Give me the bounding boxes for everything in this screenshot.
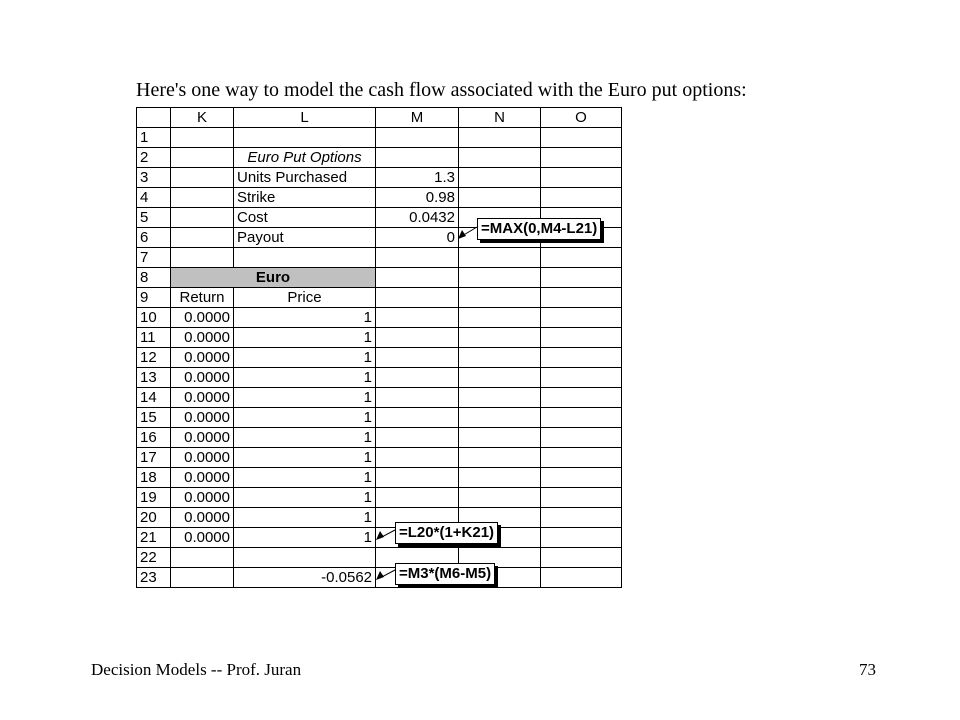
row-header[interactable]: 9: [137, 288, 171, 308]
cell-l[interactable]: Units Purchased: [234, 168, 376, 188]
cell-l[interactable]: 1: [234, 388, 376, 408]
cell-m[interactable]: 0.98: [376, 188, 459, 208]
cell-k[interactable]: 0.0000: [171, 448, 234, 468]
column-header-l[interactable]: L: [234, 108, 376, 128]
cell-l[interactable]: 1: [234, 328, 376, 348]
cell-l[interactable]: 1: [234, 308, 376, 328]
row-header[interactable]: 10: [137, 308, 171, 328]
row-header[interactable]: 13: [137, 368, 171, 388]
row-header[interactable]: 8: [137, 268, 171, 288]
cell-m[interactable]: 0: [376, 228, 459, 248]
page-number: 73: [859, 660, 876, 679]
row-header[interactable]: 12: [137, 348, 171, 368]
row-header[interactable]: 7: [137, 248, 171, 268]
cell-l[interactable]: -0.0562: [234, 568, 376, 588]
cell-k[interactable]: 0.0000: [171, 468, 234, 488]
column-header-n[interactable]: N: [459, 108, 541, 128]
cell-l[interactable]: 1: [234, 468, 376, 488]
price-arrow-head: [376, 531, 384, 540]
cell-m[interactable]: 0.0432: [376, 208, 459, 228]
cell-l[interactable]: 1: [234, 408, 376, 428]
cell-k[interactable]: 0.0000: [171, 488, 234, 508]
cell-k[interactable]: 0.0000: [171, 528, 234, 548]
cell-l[interactable]: 1: [234, 508, 376, 528]
row-header[interactable]: 2: [137, 148, 171, 168]
column-header-o[interactable]: O: [541, 108, 622, 128]
cell-l[interactable]: Strike: [234, 188, 376, 208]
cashflow-formula-callout[interactable]: =M3*(M6-M5): [395, 563, 495, 585]
cell-k[interactable]: 0.0000: [171, 428, 234, 448]
euro-header-cell[interactable]: Euro: [171, 268, 376, 288]
column-header-k[interactable]: K: [171, 108, 234, 128]
cell-k[interactable]: Return: [171, 288, 234, 308]
row-header[interactable]: 6: [137, 228, 171, 248]
cell-k[interactable]: 0.0000: [171, 408, 234, 428]
cell-l[interactable]: Cost: [234, 208, 376, 228]
cell-l[interactable]: 1: [234, 368, 376, 388]
row-header[interactable]: 1: [137, 128, 171, 148]
cell-l[interactable]: Price: [234, 288, 376, 308]
row-header[interactable]: 22: [137, 548, 171, 568]
cell-l[interactable]: 1: [234, 528, 376, 548]
row-header[interactable]: 23: [137, 568, 171, 588]
cell-l[interactable]: 1: [234, 488, 376, 508]
slide-heading: Here's one way to model the cash flow associated with the Euro put options:: [136, 79, 747, 101]
cell-l[interactable]: 1: [234, 428, 376, 448]
row-header[interactable]: 5: [137, 208, 171, 228]
cell-l[interactable]: Payout: [234, 228, 376, 248]
payout-arrow-head: [458, 230, 466, 239]
price-formula-callout[interactable]: =L20*(1+K21): [395, 522, 498, 544]
cell-l[interactable]: 1: [234, 448, 376, 468]
cashflow-arrow-head: [376, 571, 384, 580]
row-header[interactable]: 19: [137, 488, 171, 508]
cell-l[interactable]: Euro Put Options: [234, 148, 376, 168]
cell-l[interactable]: 1: [234, 348, 376, 368]
row-header[interactable]: 15: [137, 408, 171, 428]
row-header[interactable]: 11: [137, 328, 171, 348]
row-header[interactable]: 17: [137, 448, 171, 468]
cell-k[interactable]: 0.0000: [171, 328, 234, 348]
row-header[interactable]: 3: [137, 168, 171, 188]
cell-k[interactable]: 0.0000: [171, 508, 234, 528]
column-header-m[interactable]: M: [376, 108, 459, 128]
cell-k[interactable]: 0.0000: [171, 348, 234, 368]
row-header[interactable]: 4: [137, 188, 171, 208]
row-header[interactable]: 20: [137, 508, 171, 528]
cell-k[interactable]: 0.0000: [171, 388, 234, 408]
cell-m[interactable]: 1.3: [376, 168, 459, 188]
row-header[interactable]: 14: [137, 388, 171, 408]
row-header[interactable]: 16: [137, 428, 171, 448]
cell-k[interactable]: 0.0000: [171, 368, 234, 388]
row-header[interactable]: 18: [137, 468, 171, 488]
cell-k[interactable]: 0.0000: [171, 308, 234, 328]
payout-formula-callout[interactable]: =MAX(0,M4-L21): [477, 218, 601, 240]
footer-course-title: Decision Models -- Prof. Juran: [91, 660, 302, 679]
row-header[interactable]: 21: [137, 528, 171, 548]
